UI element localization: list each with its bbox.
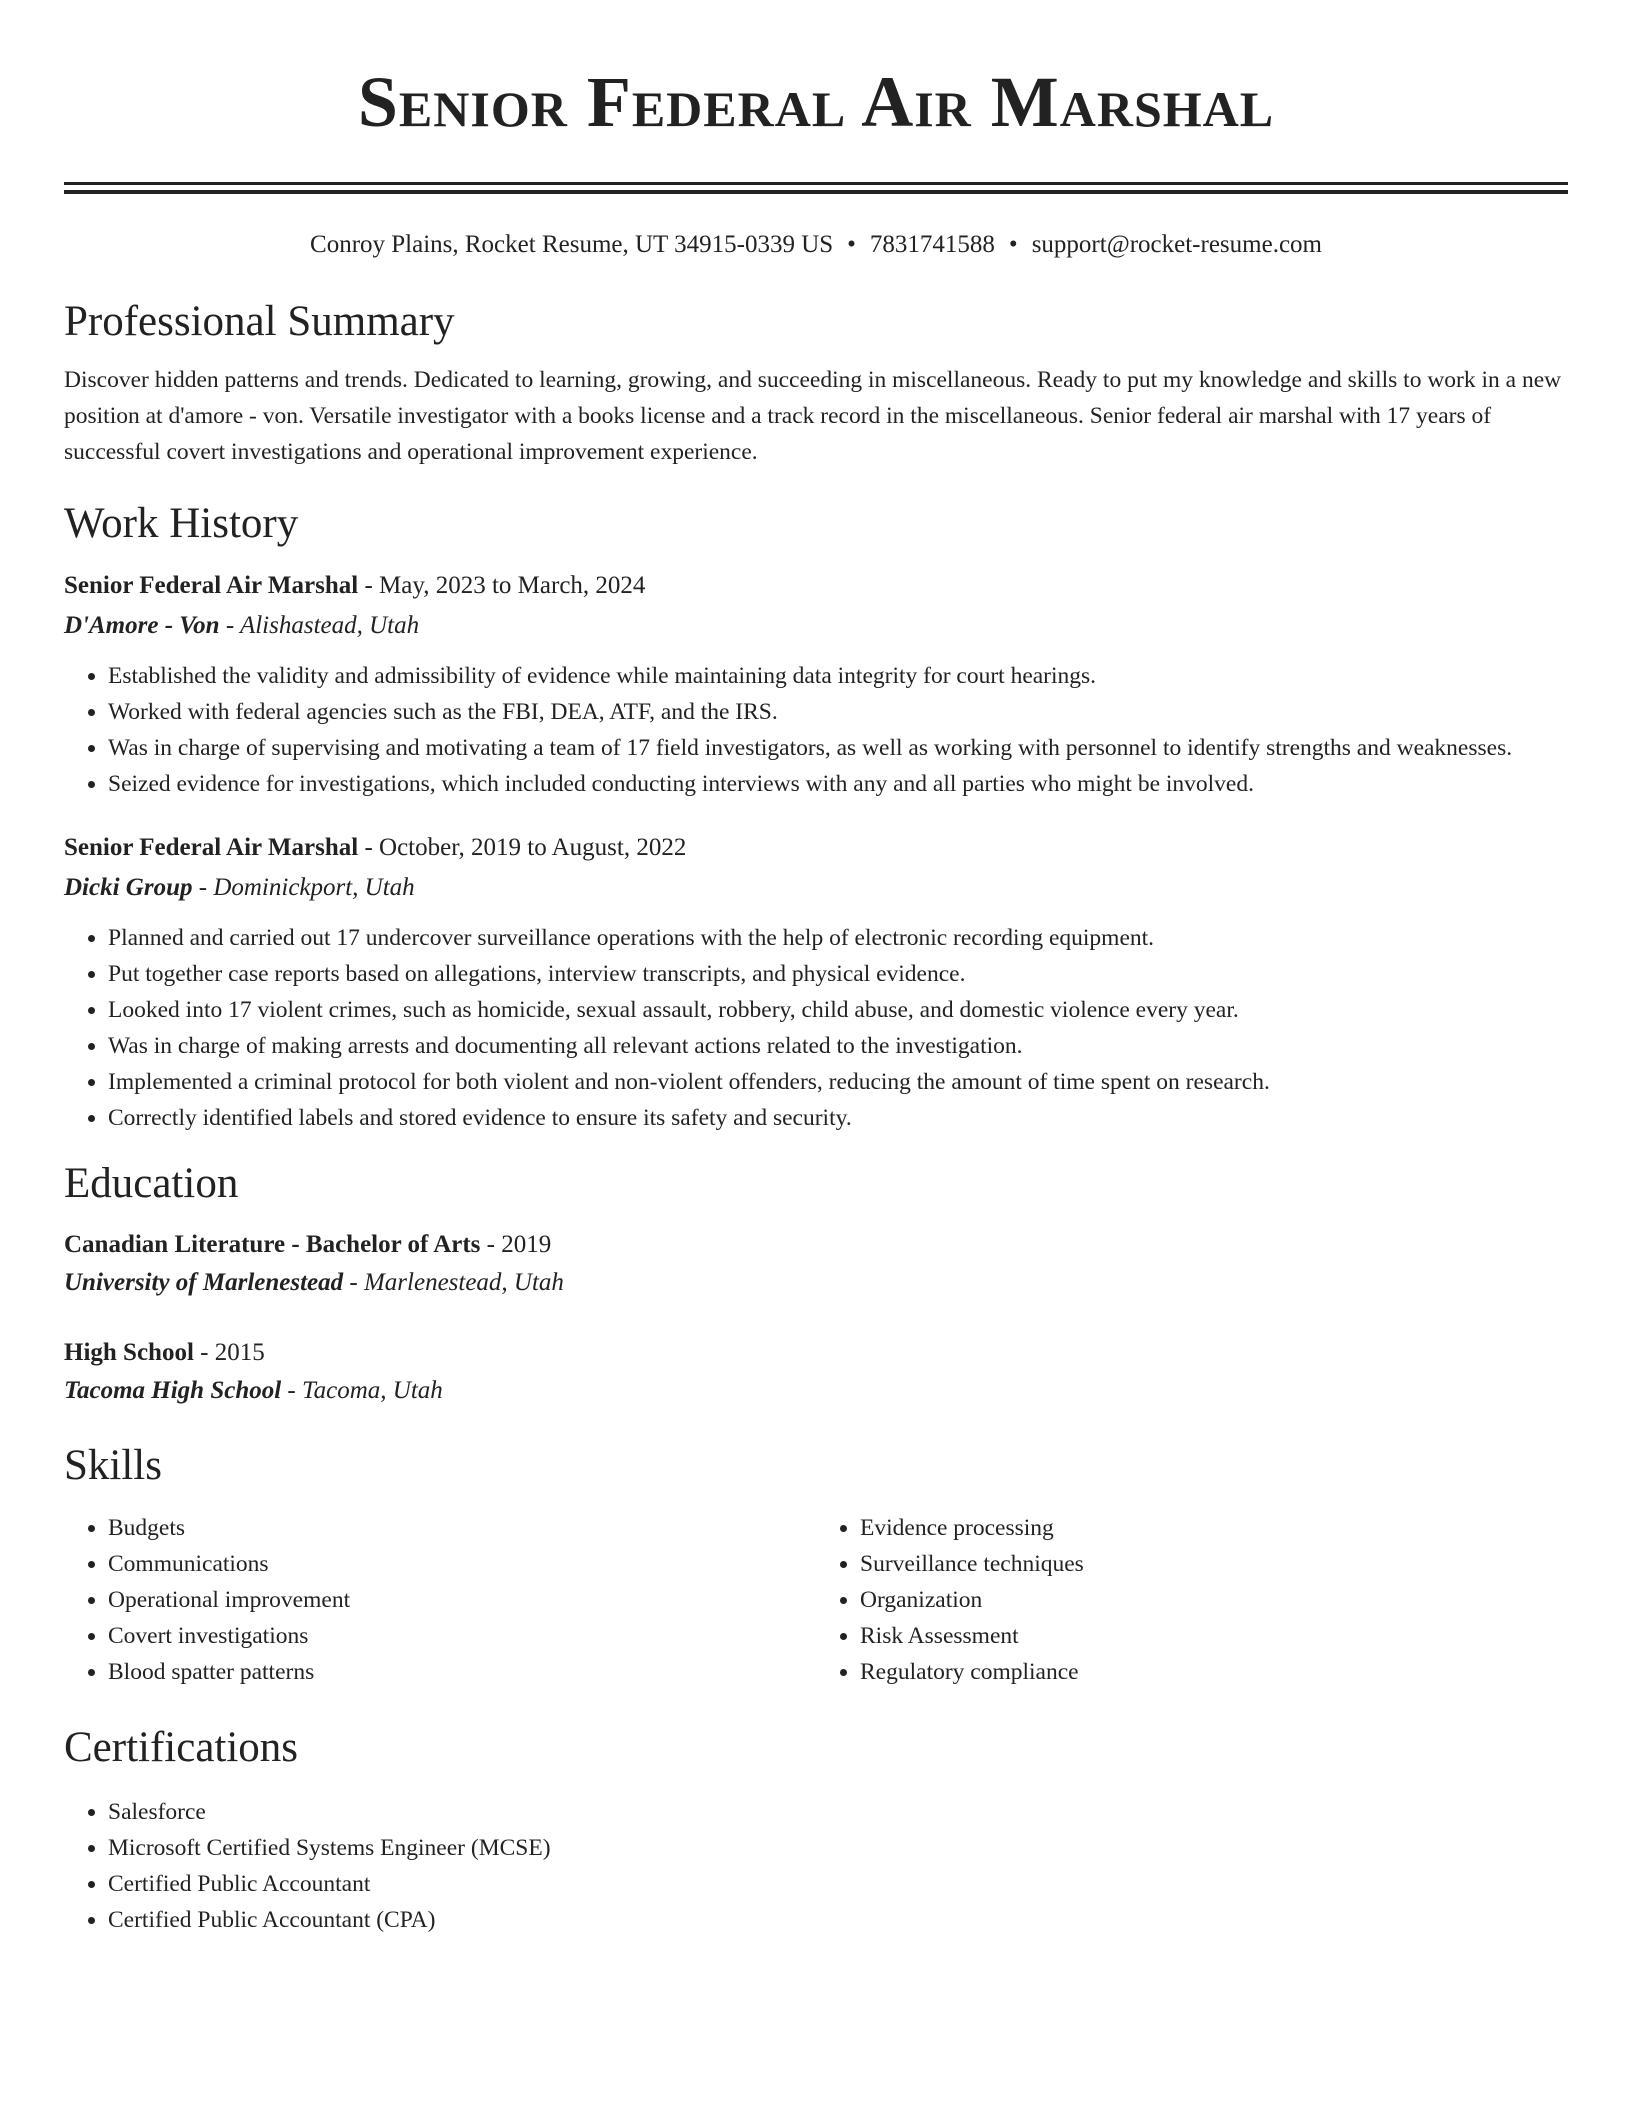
list-item: • Evidence processing	[860, 1510, 1568, 1546]
contact-email: support@rocket-resume.com	[1031, 231, 1322, 258]
degree-year: 2019	[501, 1231, 552, 1258]
job-entry	[64, 828, 1568, 1136]
list-item: • Regulatory compliance	[860, 1654, 1568, 1690]
education-section	[64, 1156, 1568, 1410]
list-item: • Was in charge of making arrests and documenting all relevant actions related to the investigation.	[108, 1028, 1568, 1064]
list-item: • Operational improvement	[108, 1582, 816, 1618]
list-item: • Worked with federal agencies such as the FBI, DEA, ATF, and the IRS.	[108, 694, 1568, 730]
list-item: • Risk Assessment	[860, 1618, 1568, 1654]
education-entry	[64, 1226, 1568, 1302]
list-item: • Communications	[108, 1546, 816, 1582]
job-dates: May, 2023 to March, 2024	[379, 572, 646, 599]
job-company: Dicki Group	[64, 874, 193, 901]
header-double-rule	[64, 182, 1568, 194]
school-line: University of Marlenestead - Marlenestead, Utah	[64, 1269, 564, 1296]
summary-text: Discover hidden patterns and trends. Dedicated to learning, growing, and succeeding in miscellaneous. Ready to put my knowledge and skills to work in a new position at d'amore - von. Versatile investigator with a books license and a track record in the miscellaneous. Senior federal air marshal with 17 years of successful covert investigations and operational improvement experience.	[64, 367, 1562, 465]
list-item: • Put together case reports based on allegations, interview transcripts, and physical evidence.	[108, 956, 1568, 992]
certifications-section	[64, 1720, 1568, 1938]
school-name: University of Marlenestead	[64, 1269, 344, 1296]
resume-name: Senior Federal Air Marshal	[357, 62, 1275, 142]
job-location: Dominickport, Utah	[213, 874, 415, 901]
list-item: • Certified Public Accountant (CPA)	[108, 1902, 1568, 1938]
job-entry	[64, 566, 1568, 802]
school-name: Tacoma High School	[64, 1377, 282, 1404]
job-company-line: Dicki Group - Dominickport, Utah	[64, 874, 415, 901]
job-company-line: D'Amore - Von - Alishastead, Utah	[64, 612, 420, 639]
contact-separator: •	[1008, 231, 1018, 258]
list-item: • Correctly identified labels and stored evidence to ensure its safety and security.	[108, 1100, 1568, 1136]
school-line: Tacoma High School - Tacoma, Utah	[64, 1377, 443, 1404]
skills-grid	[64, 1510, 1568, 1690]
job-company: D'Amore - Von	[64, 612, 220, 639]
school-location: Tacoma, Utah	[302, 1377, 443, 1404]
certifications-heading: Certifications	[64, 1724, 299, 1771]
job-title-line: Senior Federal Air Marshal - October, 2019 to August, 2022	[64, 834, 687, 861]
summary-heading: Professional Summary	[64, 298, 455, 345]
job-bullets	[64, 920, 1568, 1136]
skills-section	[64, 1438, 1568, 1690]
list-item: • Microsoft Certified Systems Engineer (MCSE)	[108, 1830, 1568, 1866]
contact-address: Conroy Plains, Rocket Resume, UT 34915-0339 US	[310, 231, 834, 258]
list-item: • Implemented a criminal protocol for both violent and non-violent offenders, reducing the amount of time spent on research.	[108, 1064, 1568, 1100]
list-item: • Looked into 17 violent crimes, such as homicide, sexual assault, robbery, child abuse, and domestic violence every year.	[108, 992, 1568, 1028]
contact-line	[64, 228, 1568, 262]
degree-name: High School	[64, 1339, 194, 1366]
list-item: • Seized evidence for investigations, which included conducting interviews with any and all parties who might be involved.	[108, 766, 1568, 802]
job-title: Senior Federal Air Marshal	[64, 834, 359, 861]
job-title: Senior Federal Air Marshal	[64, 572, 359, 599]
list-item: • Covert investigations	[108, 1618, 816, 1654]
summary-section	[64, 294, 1568, 470]
skills-list-right	[816, 1510, 1568, 1690]
degree-line: High School - 2015	[64, 1339, 265, 1366]
contact-phone: 7831741588	[869, 231, 995, 258]
job-location: Alishastead, Utah	[239, 612, 420, 639]
job-title-line: Senior Federal Air Marshal - May, 2023 to March, 2024	[64, 572, 646, 599]
school-location: Marlenestead, Utah	[363, 1269, 564, 1296]
education-heading: Education	[64, 1160, 239, 1207]
education-entry	[64, 1334, 1568, 1410]
job-bullets	[64, 658, 1568, 802]
skills-list-left	[64, 1510, 816, 1690]
certifications-list	[64, 1794, 1568, 1938]
list-item: • Certified Public Accountant	[108, 1866, 1568, 1902]
list-item: • Budgets	[108, 1510, 816, 1546]
list-item: • Planned and carried out 17 undercover surveillance operations with the help of electronic recording equipment.	[108, 920, 1568, 956]
list-item: • Surveillance techniques	[860, 1546, 1568, 1582]
work-history-heading: Work History	[64, 500, 299, 547]
list-item: • Blood spatter patterns	[108, 1654, 816, 1690]
degree-year: 2015	[214, 1339, 265, 1366]
list-item: • Established the validity and admissibility of evidence while maintaining data integrity for court hearings.	[108, 658, 1568, 694]
job-dates: October, 2019 to August, 2022	[379, 834, 687, 861]
work-history-section	[64, 496, 1568, 1136]
degree-name: Canadian Literature - Bachelor of Arts	[64, 1231, 481, 1258]
contact-separator: •	[847, 231, 856, 258]
skills-heading: Skills	[64, 1442, 162, 1489]
list-item: • Was in charge of supervising and motivating a team of 17 field investigators, as well as working with personnel to identify strengths and weaknesses.	[108, 730, 1568, 766]
list-item: • Organization	[860, 1582, 1568, 1618]
degree-line: Canadian Literature - Bachelor of Arts - 2019	[64, 1231, 552, 1258]
list-item: • Salesforce	[108, 1794, 1568, 1830]
